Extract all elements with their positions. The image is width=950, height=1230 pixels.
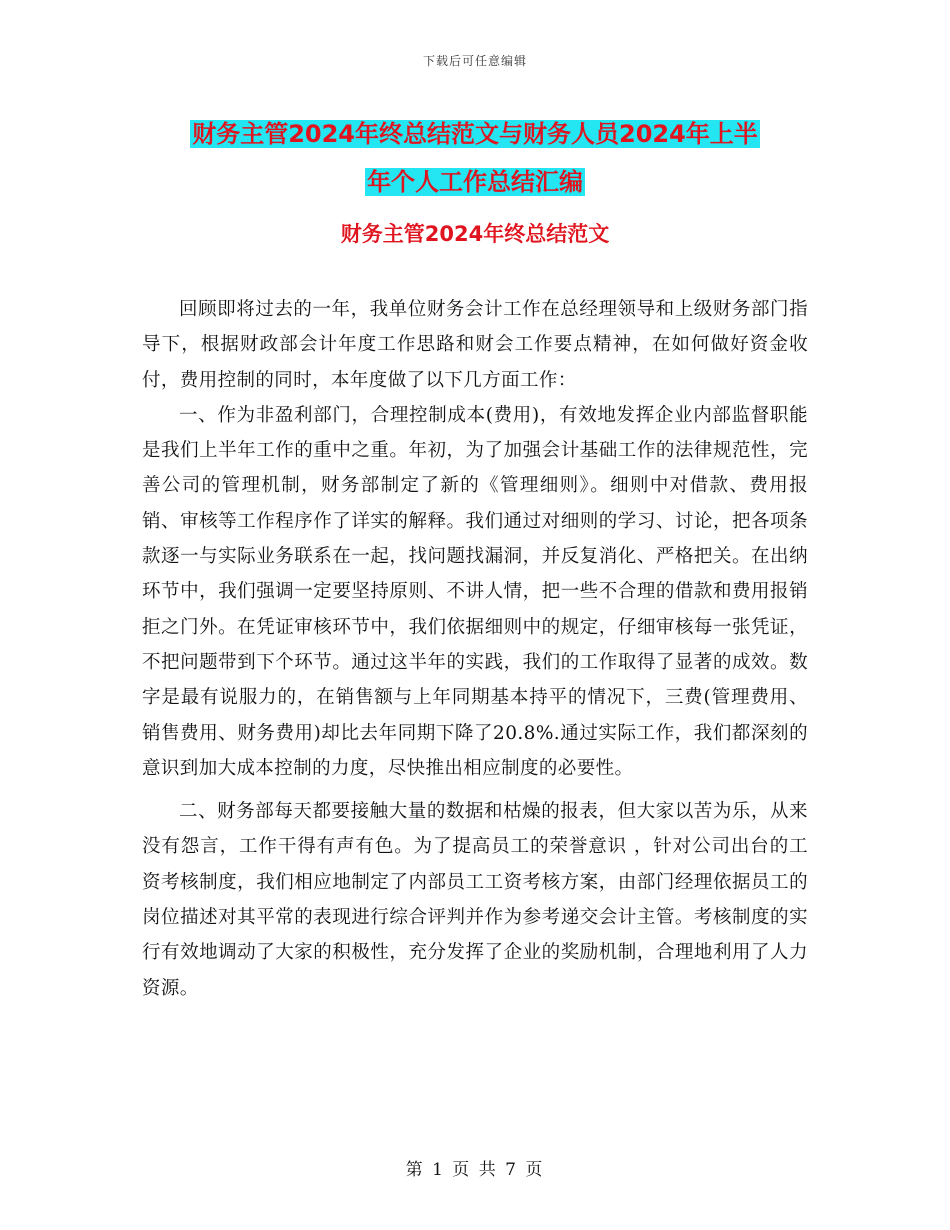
document-title-line-1: 财务主管2024年终总结范文与财务人员2024年上半 bbox=[192, 120, 758, 148]
paragraph-cost-control: 一、作为非盈利部门，合理控制成本(费用)，有效地发挥企业内部监督职能是我们上半年工作的重中之重。年初，为了加强会计基础工作的法律规范性，完善公司的管理机制，财务部制定了新的《管理细则》。细则中对借款、费用报销、审核等工作程序作了详实的解释。我们通过对细则的学习、讨论，把各项条款逐一与实际业务联系在一起，找问题找漏洞，并反复消化、严格把关。在出纳环节中，我们强调一定要坚持原则、不讲人情，把一些不合理的借款和费用报销拒之门外。在凭证审核环节中，我们依据细则中的规定，仔细审核每一张凭证，不把问题带到下个环节。通过这半年的实践，我们的工作取得了显著的成效。数字是最有说服力的，在销售额与上年同期基本持平的情况下，三费(管理费用、销售费用、财务费用)却比去年同期下降了20.8%.通过实际工作，我们都深刻的意识到加大成本控制的力度，尽快推出相应制度的必要性。 bbox=[142, 404, 808, 779]
document-title-line-2: 年个人工作总结汇编 bbox=[367, 168, 583, 196]
paragraph-staff-assessment: 二、财务部每天都要接触大量的数据和枯燥的报表，但大家以苦为乐，从来没有怨言，工作干得有声有色。为了提高员工的荣誉意识 ，针对公司出台的工资考核制度，我们相应地制定了内部员工工资考核方案，由部门经理依据员工的岗位描述对其平常的表现进行综合评判并作为参考递交会计主管。考核制度的实行有效地调动了大家的积极性，充分发挥了企业的奖励机制，合理地利用了人力资源。 bbox=[142, 801, 808, 999]
paragraph-intro: 回顾即将过去的一年，我单位财务会计工作在总经理领导和上级财务部门指导下，根据财政部会计年度工作思路和财会工作要点精神，在如何做好资金收付，费用控制的同时，本年度做了以下几方面工作： bbox=[142, 299, 808, 391]
document-body bbox=[142, 292, 808, 1006]
section-title: 财务主管2024年终总结范文 bbox=[340, 222, 610, 246]
document-title bbox=[0, 110, 950, 206]
page-number: 第 1 页 共 7 页 bbox=[405, 1160, 545, 1180]
page-header-note: 下载后可任意编辑 bbox=[422, 54, 527, 68]
